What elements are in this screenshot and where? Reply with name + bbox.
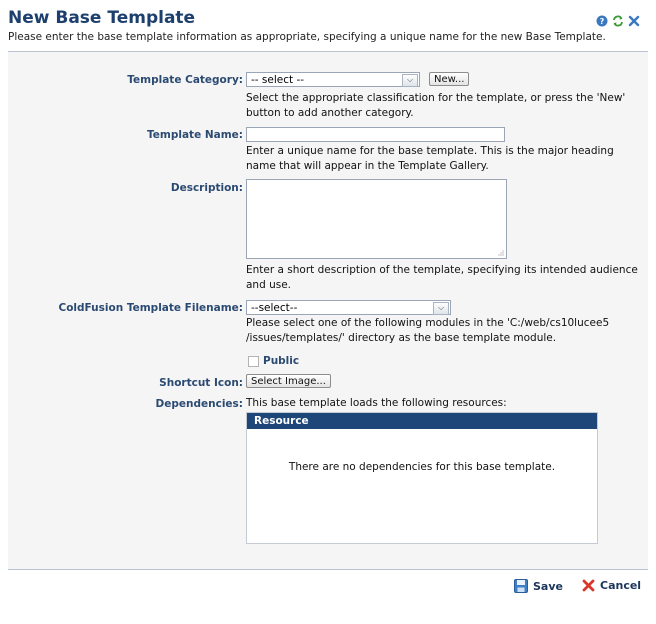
save-label: Save (533, 579, 563, 593)
resize-grip-icon[interactable] (498, 250, 504, 256)
save-button[interactable] (514, 579, 563, 593)
description-help: Enter a short description of the template, specifying its intended audience and use. (246, 264, 638, 291)
cf-filename-help: Please select one of the following modules in the 'C:/web/cs10lucee5 /issues/templates/' directory as the base template module. (246, 317, 610, 344)
shortcut-icon-label: Shortcut Icon: (159, 377, 243, 389)
svg-text:?: ? (599, 17, 605, 26)
template-name-label: Template Name: (147, 129, 243, 141)
dependencies-label: Dependencies: (155, 398, 243, 410)
select-image-button[interactable]: Select Image... (246, 374, 331, 388)
save-icon (514, 579, 528, 593)
header-icons (596, 12, 640, 24)
dependencies-intro: This base template loads the following resources: (246, 397, 507, 409)
page-title: New Base Template (8, 8, 196, 28)
cf-filename-value: --select-- (251, 302, 298, 314)
dependencies-table (246, 412, 598, 544)
description-label: Description: (170, 182, 243, 194)
page-subtitle: Please enter the base template information as appropriate, specifying a unique name for the new Base Template. (8, 31, 606, 43)
public-label[interactable]: Public (263, 355, 300, 367)
bottom-divider (8, 569, 648, 570)
description-textarea[interactable] (246, 179, 507, 259)
cf-filename-label: ColdFusion Template Filename: (58, 302, 243, 314)
public-checkbox[interactable] (248, 356, 259, 367)
template-category-help: Select the appropriate classification for the template, or press the 'New' button to add another category. (246, 92, 626, 119)
help-icon[interactable] (596, 12, 608, 24)
new-category-button[interactable]: New... (429, 72, 469, 86)
dependencies-empty-message: There are no dependencies for this base template. (288, 461, 556, 473)
template-category-value: -- select -- (251, 74, 305, 86)
template-category-label: Template Category: (127, 74, 243, 86)
close-icon[interactable] (628, 12, 640, 24)
template-name-input[interactable] (246, 127, 505, 142)
cancel-button[interactable] (582, 579, 641, 592)
cancel-x-icon (582, 579, 595, 592)
template-name-help: Enter a unique name for the base template. This is the major heading name that will appear in the Template Gallery. (246, 145, 614, 172)
chevron-down-icon: ⌵ (402, 74, 418, 87)
resource-column-header: Resource (247, 413, 597, 429)
refresh-icon[interactable] (612, 12, 624, 24)
cf-filename-select[interactable] (246, 300, 451, 315)
cancel-label: Cancel (600, 579, 642, 592)
template-category-select[interactable] (246, 72, 420, 87)
chevron-down-icon: ⌵ (433, 302, 449, 315)
